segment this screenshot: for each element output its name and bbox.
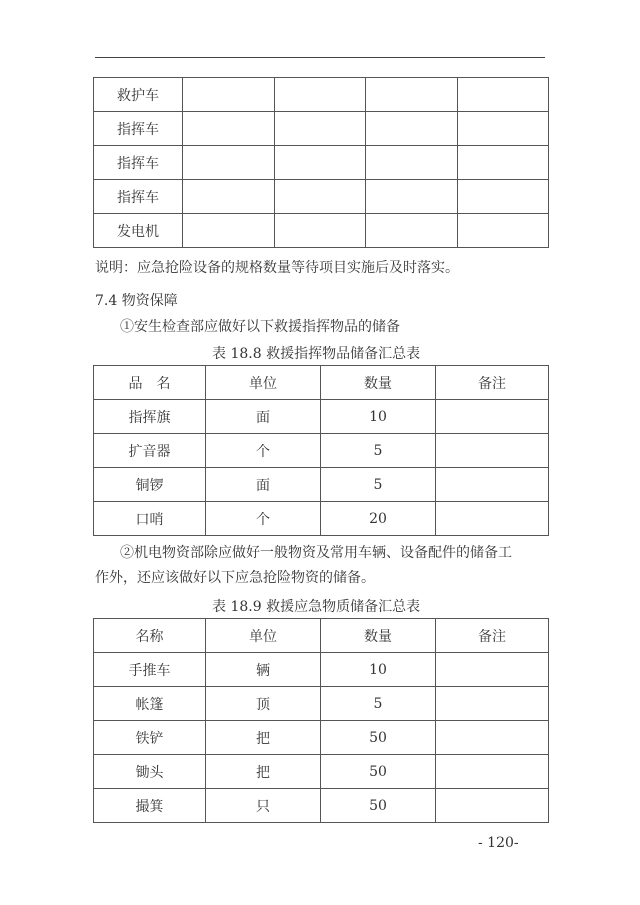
column-header: 备注 <box>436 619 549 653</box>
empty-cell <box>183 78 275 112</box>
table-cell: 5 <box>321 468 436 502</box>
note: 说明：应急抢险设备的规格数量等待项目实施后及时落实。 <box>95 260 459 276</box>
paragraph-2-line1: ②机电物资部除应做好一般物资及常用车辆、设备配件的储备工 <box>120 545 512 561</box>
table-cell: 手推车 <box>94 653 206 687</box>
column-header: 单位 <box>206 366 321 400</box>
empty-cell <box>274 146 366 180</box>
column-header: 品 名 <box>94 366 206 400</box>
table-cell: 铁铲 <box>94 721 206 755</box>
equipment-name: 指挥车 <box>94 112 183 146</box>
table-cell: 口哨 <box>94 502 206 536</box>
table-cell: 10 <box>321 653 436 687</box>
table-row <box>94 789 549 823</box>
table-cell: 面 <box>206 468 321 502</box>
equipment-name: 指挥车 <box>94 180 183 214</box>
table-cell <box>436 755 549 789</box>
paragraph-1: ①安生检查部应做好以下救援指挥物品的储备 <box>120 319 400 335</box>
column-header: 数量 <box>321 366 436 400</box>
table-row <box>94 687 549 721</box>
table-cell: 扩音器 <box>94 434 206 468</box>
table-cell: 个 <box>206 434 321 468</box>
empty-cell <box>274 180 366 214</box>
table-cell: 5 <box>321 687 436 721</box>
table-row <box>94 146 549 180</box>
empty-cell <box>457 146 549 180</box>
empty-cell <box>274 78 366 112</box>
table-row <box>94 112 549 146</box>
equipment-name: 发电机 <box>94 214 183 248</box>
table-cell: 5 <box>321 434 436 468</box>
table-cell: 帐篷 <box>94 687 206 721</box>
table-cell <box>436 687 549 721</box>
table-cell: 铜锣 <box>94 468 206 502</box>
table-row <box>94 434 549 468</box>
emergency-supplies-table <box>93 618 549 823</box>
empty-cell <box>457 214 549 248</box>
equipment-table <box>93 77 549 248</box>
empty-cell <box>366 78 458 112</box>
table-cell: 面 <box>206 400 321 434</box>
empty-cell <box>183 146 275 180</box>
header-rule <box>95 57 545 58</box>
empty-cell <box>457 180 549 214</box>
command-supplies-table <box>93 365 549 536</box>
empty-cell <box>366 146 458 180</box>
column-header: 备注 <box>436 366 549 400</box>
table-cell <box>436 653 549 687</box>
equipment-name: 指挥车 <box>94 146 183 180</box>
table-cell <box>436 434 549 468</box>
table-cell <box>436 400 549 434</box>
table-cell: 辆 <box>206 653 321 687</box>
table-row <box>94 653 549 687</box>
column-header: 名称 <box>94 619 206 653</box>
empty-cell <box>366 214 458 248</box>
table1-caption: 表 18.8 救援指挥物品储备汇总表 <box>212 346 421 362</box>
table2-caption: 表 18.9 救援应急物质储备汇总表 <box>212 599 421 615</box>
table-cell <box>436 502 549 536</box>
page-number: - 120- <box>478 835 519 851</box>
table-cell <box>436 721 549 755</box>
empty-cell <box>457 112 549 146</box>
table-cell: 把 <box>206 755 321 789</box>
table-cell: 10 <box>321 400 436 434</box>
table-row <box>94 721 549 755</box>
column-header: 数量 <box>321 619 436 653</box>
column-header: 单位 <box>206 619 321 653</box>
table-row <box>94 214 549 248</box>
table-cell: 指挥旗 <box>94 400 206 434</box>
empty-cell <box>183 214 275 248</box>
table-cell: 50 <box>321 755 436 789</box>
table-cell: 50 <box>321 721 436 755</box>
table-row <box>94 78 549 112</box>
empty-cell <box>457 78 549 112</box>
table-cell: 50 <box>321 789 436 823</box>
table-cell: 锄头 <box>94 755 206 789</box>
table-cell <box>436 789 549 823</box>
table-cell: 只 <box>206 789 321 823</box>
section-heading: 7.4 物资保障 <box>95 293 178 309</box>
table-cell: 20 <box>321 502 436 536</box>
empty-cell <box>274 112 366 146</box>
empty-cell <box>274 214 366 248</box>
table-row <box>94 755 549 789</box>
table-row <box>94 180 549 214</box>
table-cell: 把 <box>206 721 321 755</box>
empty-cell <box>366 180 458 214</box>
empty-cell <box>183 112 275 146</box>
table-row <box>94 400 549 434</box>
table-row <box>94 468 549 502</box>
table-cell <box>436 468 549 502</box>
table-cell: 撮箕 <box>94 789 206 823</box>
table-row <box>94 502 549 536</box>
paragraph-2-line2: 作外，还应该做好以下应急抢险物资的储备。 <box>95 570 375 586</box>
header-row <box>94 366 549 400</box>
table-cell: 个 <box>206 502 321 536</box>
header-row <box>94 619 549 653</box>
equipment-name: 救护车 <box>94 78 183 112</box>
table-cell: 顶 <box>206 687 321 721</box>
empty-cell <box>183 180 275 214</box>
empty-cell <box>366 112 458 146</box>
